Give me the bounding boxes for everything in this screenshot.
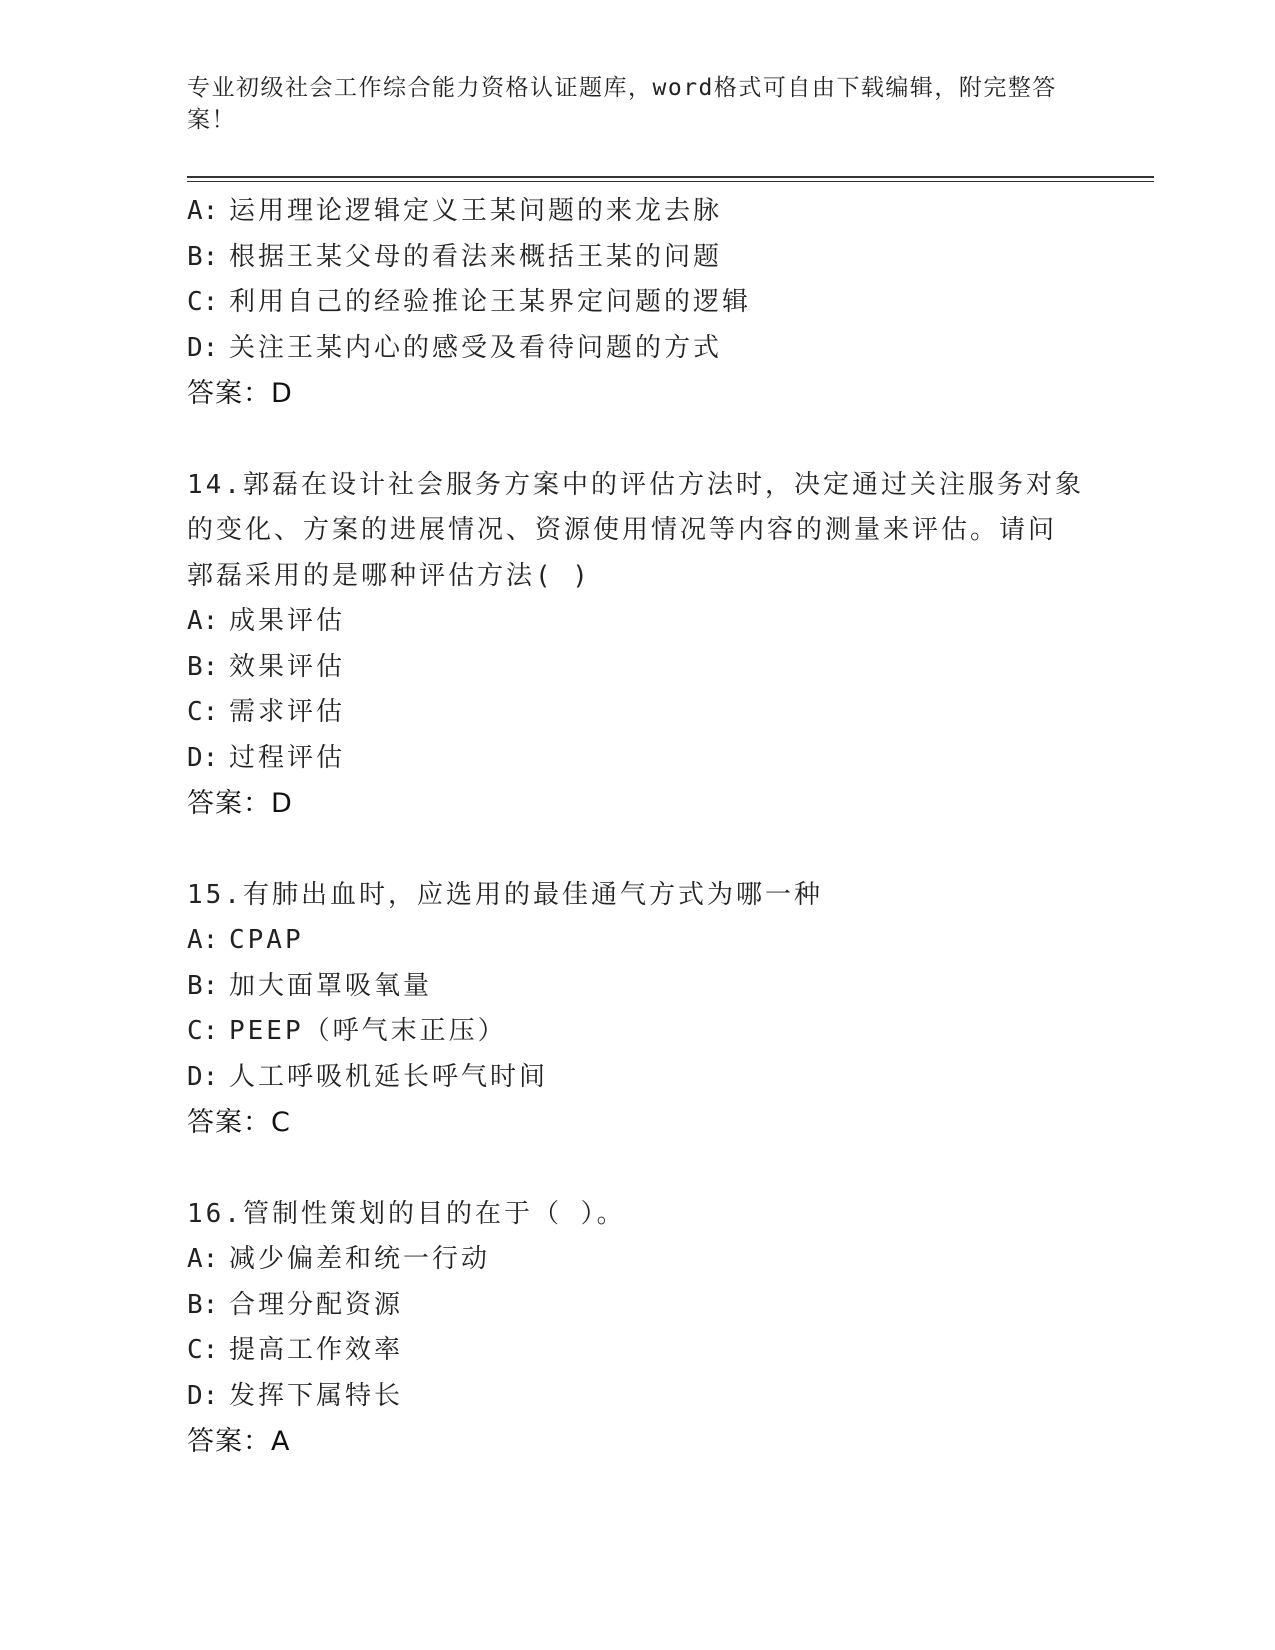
option-letter: B:	[187, 241, 219, 272]
option-d	[187, 736, 1087, 782]
option-text: 过程评估	[229, 742, 346, 773]
option-letter: C:	[187, 697, 219, 727]
option-letter: A:	[187, 606, 219, 636]
document-header	[187, 72, 1067, 136]
option-b	[187, 964, 1087, 1010]
option-a	[187, 918, 1087, 964]
option-letter: D:	[187, 332, 219, 363]
option-b	[187, 645, 1087, 691]
answer: 答案：D	[187, 378, 293, 409]
question-text-line: 15.有肺出血时，应选用的最佳通气方式为哪一种	[187, 879, 823, 910]
option-letter: C:	[187, 1335, 219, 1365]
header-line-2: 案！	[187, 107, 236, 133]
option-c	[187, 1328, 1087, 1374]
option-text: 效果评估	[229, 651, 346, 682]
option-letter: C:	[187, 287, 219, 317]
spacer	[187, 417, 1087, 463]
option-text: PEEP（呼气末正压）	[229, 1016, 507, 1046]
option-letter: D:	[187, 1061, 219, 1092]
option-c	[187, 280, 1087, 326]
question-13	[187, 189, 1087, 417]
question-text-line: 14.郭磊在设计社会服务方案中的评估方法时，决定通过关注服务对象	[187, 469, 1084, 500]
option-c	[187, 690, 1087, 736]
option-d	[187, 326, 1087, 372]
spacer	[187, 1146, 1087, 1192]
option-d	[187, 1055, 1087, 1101]
option-letter: A:	[187, 925, 219, 955]
option-letter: B:	[187, 970, 219, 1001]
question-text-line: 的变化、方案的进展情况、资源使用情况等内容的测量来评估。请问	[187, 515, 1058, 545]
header-rule-thick	[187, 176, 1154, 178]
option-text: 人工呼吸机延长呼气时间	[229, 1061, 549, 1092]
option-letter: B:	[187, 651, 219, 682]
header-rule-thin	[187, 181, 1154, 182]
question-text-line: 16.管制性策划的目的在于（ ）。	[187, 1198, 626, 1229]
header-line-1: 专业初级社会工作综合能力资格认证题库，word格式可自由下载编辑，附完整答	[187, 75, 1057, 101]
option-letter: A:	[187, 1244, 219, 1274]
option-text: 减少偏差和统一行动	[229, 1244, 491, 1274]
option-letter: D:	[187, 1380, 219, 1411]
spacer	[187, 827, 1087, 873]
option-a	[187, 599, 1087, 645]
option-letter: A:	[187, 196, 219, 226]
question-16	[187, 1192, 1087, 1465]
answer: 答案：D	[187, 788, 293, 819]
option-text: CPAP	[229, 925, 304, 955]
option-text: 需求评估	[229, 697, 346, 727]
option-text: 根据王某父母的看法来概括王某的问题	[229, 241, 723, 272]
option-text: 提高工作效率	[229, 1335, 404, 1365]
answer: 答案：C	[187, 1107, 291, 1138]
option-a	[187, 1237, 1087, 1283]
option-a	[187, 189, 1087, 235]
option-text: 利用自己的经验推论王某界定问题的逻辑	[229, 287, 752, 317]
option-letter: D:	[187, 742, 219, 773]
option-text: 合理分配资源	[229, 1289, 404, 1320]
option-b	[187, 1283, 1087, 1329]
option-b	[187, 235, 1087, 281]
option-text: 成果评估	[229, 606, 346, 636]
question-text-line: 郭磊采用的是哪种评估方法( )	[187, 560, 591, 591]
question-15	[187, 873, 1087, 1146]
question-14	[187, 463, 1087, 827]
option-letter: B:	[187, 1289, 219, 1320]
option-text: 关注王某内心的感受及看待问题的方式	[229, 332, 723, 363]
option-text: 发挥下属特长	[229, 1380, 404, 1411]
option-d	[187, 1374, 1087, 1420]
option-text: 加大面罩吸氧量	[229, 970, 433, 1001]
answer: 答案：A	[187, 1426, 291, 1457]
option-letter: C:	[187, 1016, 219, 1046]
option-text: 运用理论逻辑定义王某问题的来龙去脉	[229, 196, 723, 226]
option-c	[187, 1009, 1087, 1055]
question-list	[187, 189, 1087, 1465]
